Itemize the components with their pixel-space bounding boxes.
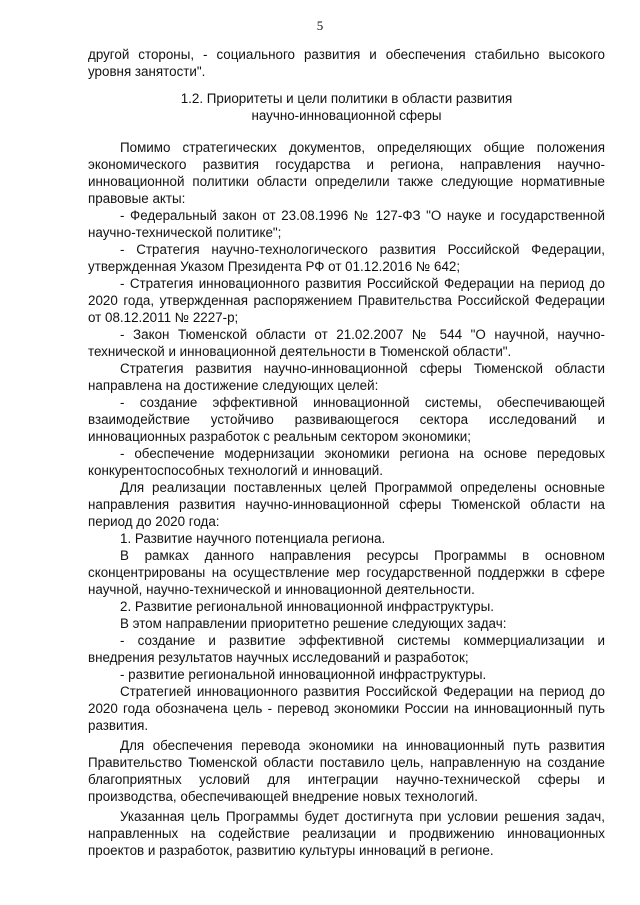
paragraph: Указанная цель Программы будет достигнута при условии решения задач, направленных на содействие реализации и продвижению инновационных проектов и разработок, развитию культуры инноваций в регионе.: [88, 809, 605, 858]
list-item: - обеспечение модернизации экономики региона на основе передовых конкурентоспособных технологий и инноваций.: [88, 446, 605, 478]
list-item: 2. Развитие региональной инновационной инфраструктуры.: [120, 599, 494, 614]
paragraph: В этом направлении приоритетно решение следующих задач:: [120, 616, 507, 631]
section-heading-line-2: научно-инновационной сферы: [251, 108, 442, 123]
paragraph: Для реализации поставленных целей Программой определены основные направления развития научно-инновационной сферы Тюменской области на период до 2020 года:: [88, 480, 605, 529]
list-item: - Стратегия научно-технологического развития Российской Федерации, утвержденная Указом Президента РФ от 01.12.2016 № 642;: [88, 242, 605, 274]
list-item: - развитие региональной инновационной инфраструктуры.: [120, 667, 487, 682]
paragraph: Стратегия развития научно-инновационной сферы Тюменской области направлена на достижение следующих целей:: [88, 361, 605, 393]
paragraph: Помимо стратегических документов, определяющих общие положения экономического развития государства и региона, направления научно-инновационной политики области определили также следующие нормативные правовые акты:: [88, 140, 605, 206]
list-item: - создание эффективной инновационной системы, обеспечивающей взаимодействие устойчиво развивающегося сектора исследований и инновационных разработок с реальным сектором экономики;: [88, 395, 605, 444]
list-item: 1. Развитие научного потенциала региона.: [120, 531, 386, 546]
paragraph: Для обеспечения перевода экономики на инновационный путь развития Правительство Тюменской области поставило цель, направленную на создание благоприятных условий для интеграции научно-технической сферы и производства, обеспечивающей внедрение новых технологий.: [88, 738, 605, 804]
list-item: - создание и развитие эффективной системы коммерциализации и внедрения результатов научных исследований и разработок;: [88, 633, 605, 665]
section-heading: [88, 90, 605, 124]
page-number: 5: [316, 18, 324, 33]
list-item: - Федеральный закон от 23.08.1996 № 127-ФЗ "О науке и государственной научно-технической политике";: [88, 208, 605, 240]
paragraph: Стратегией инновационного развития Российской Федерации на период до 2020 года обозначена цель - перевод экономики России на инновационный путь развития.: [88, 684, 605, 733]
section-heading-line-1: 1.2. Приоритеты и цели политики в области развития: [180, 91, 513, 106]
list-item: - Закон Тюменской области от 21.02.2007 № 544 "О научной, научно-технической и инновационной деятельности в Тюменской области".: [88, 327, 605, 359]
list-item: - Стратегия инновационного развития Российской Федерации на период до 2020 года, утвержденная распоряжением Правительства Российской Федерации от 08.12.2011 № 2227-р;: [88, 276, 605, 325]
document-body: [88, 46, 605, 859]
paragraph-continuation: другой стороны, - социального развития и обеспечения стабильно высокого уровня занятости".: [88, 47, 605, 79]
paragraph: В рамках данного направления ресурсы Программы в основном сконцентрированы на осуществление мер государственной поддержки в сфере научной, научно-технической и инновационной деятельности.: [88, 548, 605, 597]
